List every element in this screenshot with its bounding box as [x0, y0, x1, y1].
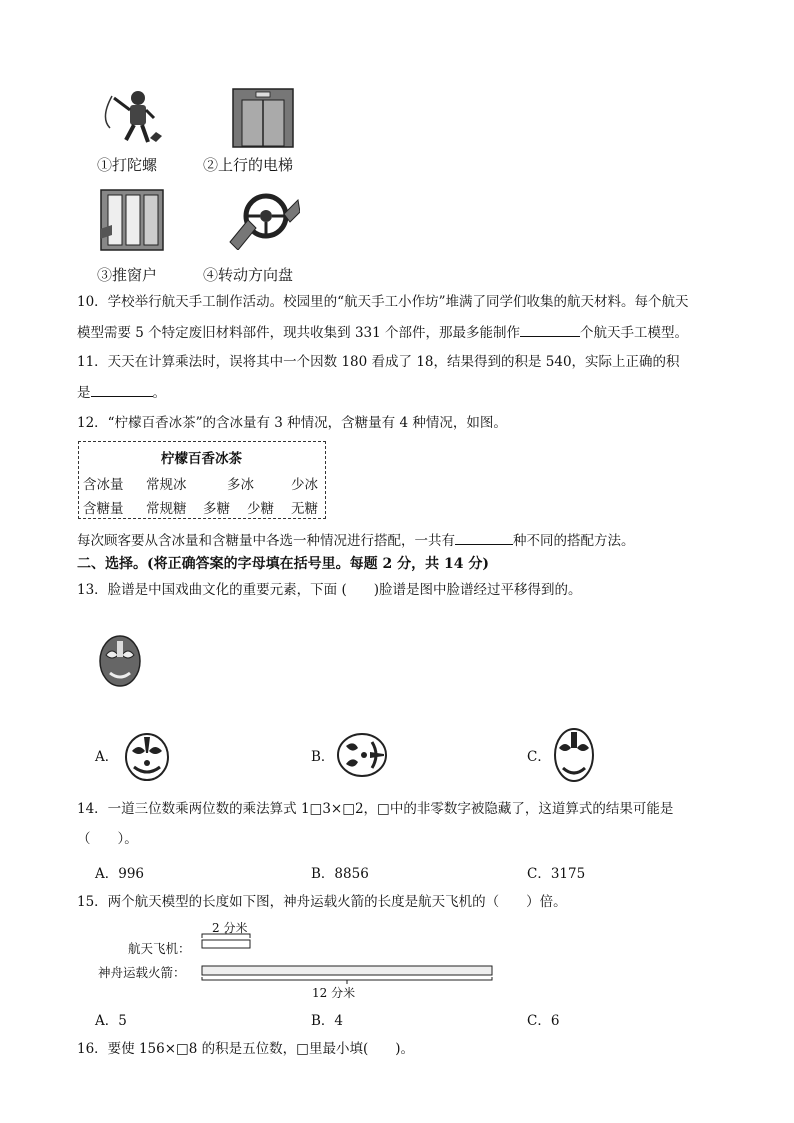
- rocket-bar: [202, 966, 492, 975]
- plane-bar: [202, 940, 250, 948]
- q15-option-c[interactable]: C．6: [527, 1013, 560, 1029]
- q14-option-b[interactable]: B．8856: [311, 866, 369, 882]
- q16-line1: 16．要使 156×□8 的积是五位数，□里最小填( )。: [77, 1041, 414, 1057]
- sugar-option-4: 无糖: [291, 501, 318, 517]
- q14-option-a[interactable]: A．996: [95, 866, 145, 882]
- q12-line1: 12．“柠檬百香冰茶”的含冰量有 3 种情况，含糖量有 4 种情况，如图。: [77, 415, 507, 431]
- q13-option-a[interactable]: A．: [95, 749, 119, 765]
- q12-line2: 每次顾客要从含冰量和含糖量中各选一种情况进行搭配，一共有 种不同的搭配方法。: [77, 530, 635, 551]
- q9-option-3: ③推窗户: [97, 266, 158, 284]
- q11-line2: 是 。: [77, 382, 166, 403]
- q11-line1: 11．天天在计算乘法时，误将其中一个因数 180 看成了 18，结果得到的积是 540，实际上正确的积: [77, 354, 680, 370]
- opera-mask-icon: [98, 635, 142, 687]
- sugar-label: 含糖量: [83, 501, 124, 517]
- q12-answer-blank[interactable]: [455, 530, 513, 545]
- rocket-label: 神舟运载火箭：: [98, 965, 186, 980]
- sugar-option-3: 少糖: [247, 501, 274, 517]
- ice-option-3: 少冰: [291, 477, 318, 493]
- q14-option-c[interactable]: C．3175: [527, 866, 586, 882]
- opera-mask-option-a-icon[interactable]: [124, 733, 170, 781]
- q15-line1: 15．两个航天模型的长度如下图，神舟运载火箭的长度是航天飞机的（ ）倍。: [77, 894, 567, 910]
- q11-answer-blank[interactable]: [91, 382, 153, 397]
- q10-answer-blank[interactable]: [520, 322, 580, 337]
- elevator-icon: [232, 88, 294, 148]
- q9-option-1: ①打陀螺: [97, 156, 158, 174]
- q9-option-4: ④转动方向盘: [203, 266, 294, 284]
- plane-label: 航天飞机：: [128, 941, 191, 956]
- rocket-length-label: 12 分米: [312, 986, 356, 1000]
- ice-option-2: 多冰: [227, 477, 254, 493]
- plane-length-label: 2 分米: [212, 921, 248, 935]
- q14-line2: （ ）。: [77, 831, 138, 847]
- spinning-top-player-icon: [100, 88, 170, 146]
- q9-option-2: ②上行的电梯: [203, 156, 294, 174]
- q13-option-c[interactable]: C．: [527, 749, 551, 765]
- q15-option-a[interactable]: A．5: [95, 1013, 127, 1029]
- ice-option-1: 常规冰: [146, 477, 187, 493]
- section-2-heading: 二、选择。(将正确答案的字母填在括号里。每题 2 分，共 14 分): [77, 556, 489, 572]
- steering-wheel-icon: [228, 192, 300, 250]
- tea-box-title: 柠檬百香冰茶: [161, 451, 242, 467]
- q10-line2: 模型需要 5 个特定废旧材料部件，现共收集到 331 个部件，那最多能制作 个航天手工模型。: [77, 322, 688, 343]
- tea-options-box: [78, 441, 326, 519]
- q13-line1: 13．脸谱是中国戏曲文化的重要元素，下面 ( )脸谱是图中脸谱经过平移得到的。: [77, 582, 582, 598]
- length-bar-diagram: [196, 926, 498, 986]
- sliding-window-icon: [100, 189, 164, 251]
- opera-mask-option-b-icon[interactable]: [336, 732, 388, 778]
- opera-mask-option-c-icon[interactable]: [553, 728, 595, 782]
- q10-line1: 10．学校举行航天手工制作活动。校园里的“航天手工小作坊”堆满了同学们收集的航天材料。每个航天: [77, 294, 689, 310]
- q15-option-b[interactable]: B．4: [311, 1013, 344, 1029]
- ice-label: 含冰量: [83, 477, 124, 493]
- sugar-option-2: 多糖: [203, 501, 230, 517]
- q14-line1: 14．一道三位数乘两位数的乘法算式 1□3×□2，□中的非零数字被隐藏了，这道算式的结果可能是: [77, 801, 674, 817]
- sugar-option-1: 常规糖: [146, 501, 187, 517]
- q13-option-b[interactable]: B．: [311, 749, 335, 765]
